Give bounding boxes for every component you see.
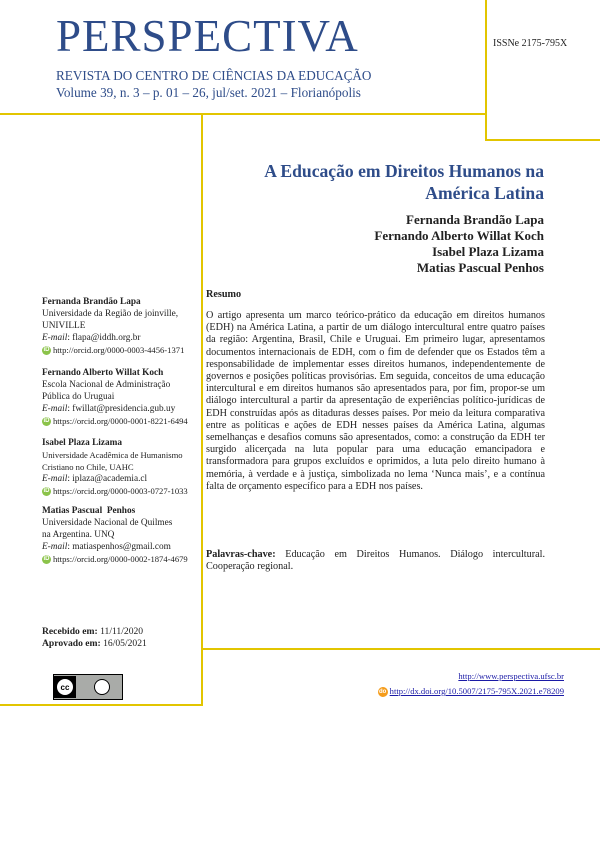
affiliation-institution: Universidade da Região de joinville, (42, 309, 179, 319)
keywords (206, 549, 545, 573)
author-name: Isabel Plaza Lizama (432, 244, 544, 259)
creative-commons-license-icon[interactable] (53, 674, 123, 700)
author-name: Fernanda Brandão Lapa (406, 212, 544, 227)
abstract-text: O artigo apresenta um marco teórico-prático da educação em direitos humanos (EDH) na América Latina, a partir de um diálogo intercultural entre quatro países da região: Argentina, Brasil, Chile e Uruguai. Em primeiro lugar, apresentamos documentos internacionais de EDH, com o fim de defender que os Estados têm a responsabilidade de implementar esses direitos humanos, independentemente de governos e posições políticas provisórias. Em seguida, conceitos de uma educação intercultural e em direitos humanos são apresentados para, por fim, propor-se um diálogo intercultural a partir da apresentação de experiências político-jurídicas de EDH construídas após as ditaduras desses países. Por meio da leitura comparativa entre as políticas e ações de EDH nesses países da América Latina, algumas semelhanças e desafios comuns são apresentados, como: a construção da EDH ter surgido alicerçada na luta popular para uma educação emancipadora e transformadora para grupos excluídos e oprimidos, a luta pelo direito humano à memória, à verdade e à justiça, simbolizada no lema ‘Nunca mais’, e a contínua falta de orçamento específico para a EDH nos países. (206, 310, 545, 492)
affiliation-institution: Escola Nacional de Administração (42, 380, 171, 390)
affiliation-block (42, 367, 202, 427)
affiliation-name: Fernanda Brandão Lapa (42, 297, 141, 307)
author-name: Fernando Alberto Willat Koch (374, 228, 544, 243)
affiliation-institution: na Argentina. UNQ (42, 530, 115, 540)
affiliation-institution: Cristiano no Chile, UAHC (42, 462, 134, 472)
affiliation-block (42, 296, 202, 356)
affiliation-institution: Universidade Acadêmica de Humanismo (42, 450, 183, 460)
affiliation-orcid (42, 415, 202, 427)
affiliation-block (42, 437, 202, 497)
affiliation-name: Fernando Alberto Willat Koch (42, 368, 164, 378)
affiliation-block (42, 505, 202, 565)
orcid-icon: iD (43, 417, 50, 424)
issn-box-bottom (485, 139, 600, 141)
orcid-link[interactable]: https://orcid.org/0000-0001-8221-6494 (53, 416, 188, 426)
affiliation-email: E-mail: flapa@iddh.org.br (42, 333, 141, 343)
frame-line-mid (203, 648, 600, 650)
author-list (374, 212, 544, 276)
affiliation-institution: UNIVILLE (42, 321, 86, 331)
affiliation-email: E-mail: iplaza@academia.cl (42, 474, 148, 484)
affiliation-orcid (42, 553, 202, 565)
keywords-label: Palavras-chave: (206, 549, 276, 560)
orcid-link[interactable]: http://orcid.org/0000-0003-4456-1371 (53, 345, 185, 355)
affiliation-institution: Pública do Uruguai (42, 392, 115, 402)
journal-site-row (458, 671, 564, 681)
journal-site-link[interactable]: http://www.perspectiva.ufsc.br (458, 671, 564, 681)
affiliation-name: Isabel Plaza Lizama (42, 438, 123, 448)
doi-row (378, 686, 564, 697)
abstract-heading: Resumo (206, 289, 242, 300)
orcid-link[interactable]: https://orcid.org/0000-0002-1874-4679 (53, 554, 188, 564)
article-title-line-2: América Latina (425, 183, 544, 203)
approved-date: Aprovado em: 16/05/2021 (42, 638, 147, 649)
article-title-line-1: A Educação em Direitos Humanos na (264, 161, 544, 181)
article-title (264, 160, 544, 204)
issn: ISSNe 2175-795X (493, 38, 568, 49)
affiliation-institution: Universidade Nacional de Quilmes (42, 518, 173, 528)
frame-line-top (0, 113, 486, 115)
received-date: Recebido em: 11/11/2020 (42, 626, 144, 637)
attribution-icon (94, 679, 110, 695)
submission-dates (42, 626, 147, 650)
affiliation-name: Matias Pascual Penhos (42, 506, 136, 516)
journal-title: PERSPECTIVA (56, 11, 359, 61)
orcid-icon: iD (43, 487, 50, 494)
issn-box-left (485, 0, 487, 141)
journal-subtitle: REVISTA DO CENTRO DE CIÊNCIAS DA EDUCAÇÃO (56, 68, 372, 83)
frame-line-bottom (0, 704, 203, 706)
affiliation-orcid (42, 344, 202, 356)
doi-link[interactable]: http://dx.doi.org/10.5007/2175-795X.2021.e78209 (389, 686, 564, 696)
affiliation-orcid (42, 485, 202, 497)
affiliation-email: E-mail: matiaspenhos@gmail.com (42, 542, 171, 552)
author-name: Matias Pascual Penhos (416, 260, 544, 275)
cc-icon: cc (57, 679, 73, 695)
journal-volume: Volume 39, n. 3 – p. 01 – 26, jul/set. 2021 – Florianópolis (56, 85, 361, 100)
orcid-icon: iD (43, 346, 50, 353)
affiliation-email: E-mail: fwillat@presidencia.gub.uy (42, 404, 176, 414)
orcid-link[interactable]: https://orcid.org/0000-0003-0727-1033 (53, 486, 188, 496)
keywords-text: Educação em Direitos Humanos. Diálogo intercultural. Cooperação regional. (206, 549, 545, 573)
doi-icon: do (378, 689, 387, 696)
orcid-icon: iD (43, 555, 50, 562)
